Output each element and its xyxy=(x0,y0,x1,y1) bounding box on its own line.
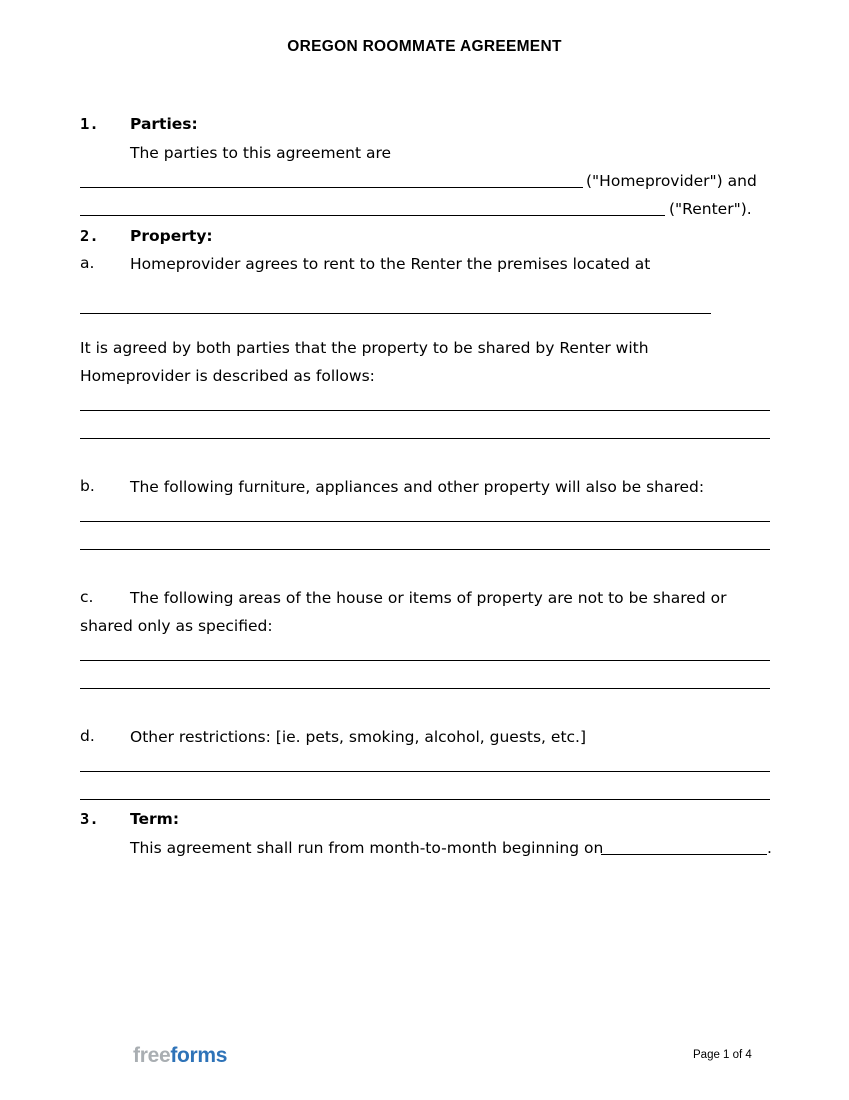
item-letter-a: a. xyxy=(80,254,95,272)
item-letter-c: c. xyxy=(80,588,94,606)
shared-description-line-1: It is agreed by both parties that the property to be shared by Renter with xyxy=(80,339,649,357)
section-heading-term: Term: xyxy=(130,810,180,828)
item-letter-d: d. xyxy=(80,727,95,745)
restrictions-field-2[interactable] xyxy=(80,799,770,800)
parties-intro: The parties to this agreement are xyxy=(130,144,392,162)
item-a-text: Homeprovider agrees to rent to the Renter the premises located at xyxy=(130,255,651,273)
document-title: OREGON ROOMMATE AGREEMENT xyxy=(287,38,562,55)
item-c-text: The following areas of the house or items of property are not to be shared or xyxy=(130,589,727,607)
shared-furniture-field-2[interactable] xyxy=(80,549,770,550)
shared-description-line-2: Homeprovider is described as follows: xyxy=(80,367,375,385)
section-heading-parties: Parties: xyxy=(130,115,198,133)
shared-property-field-2[interactable] xyxy=(80,438,770,439)
item-b-text: The following furniture, appliances and other property will also be shared: xyxy=(130,478,705,496)
section-number-property: 2. xyxy=(80,227,99,245)
term-text: This agreement shall run from month-to-month beginning on xyxy=(130,839,604,857)
shared-furniture-field-1[interactable] xyxy=(80,521,770,522)
premises-address-field[interactable] xyxy=(80,313,711,314)
restrictions-field-1[interactable] xyxy=(80,771,770,772)
renter-name-field[interactable] xyxy=(80,215,665,216)
freeforms-logo xyxy=(133,1044,227,1068)
page-number: Page 1 of 4 xyxy=(693,1049,752,1061)
term-end-punctuation: . xyxy=(767,839,772,857)
section-heading-property: Property: xyxy=(130,227,213,245)
section-number-parties: 1. xyxy=(80,115,99,133)
homeprovider-label: ("Homeprovider") and xyxy=(586,172,757,190)
shared-property-field-1[interactable] xyxy=(80,410,770,411)
section-number-term: 3. xyxy=(80,810,99,828)
logo-forms-text: forms xyxy=(170,1044,228,1067)
renter-label: ("Renter"). xyxy=(669,200,752,218)
item-c-text-continued: shared only as specified: xyxy=(80,617,273,635)
homeprovider-name-field[interactable] xyxy=(80,187,583,188)
not-shared-field-1[interactable] xyxy=(80,660,770,661)
not-shared-field-2[interactable] xyxy=(80,688,770,689)
item-d-text: Other restrictions: [ie. pets, smoking, alcohol, guests, etc.] xyxy=(130,728,587,746)
term-start-date-field[interactable] xyxy=(601,854,767,855)
item-letter-b: b. xyxy=(80,477,95,495)
logo-free-text: free xyxy=(133,1044,171,1067)
